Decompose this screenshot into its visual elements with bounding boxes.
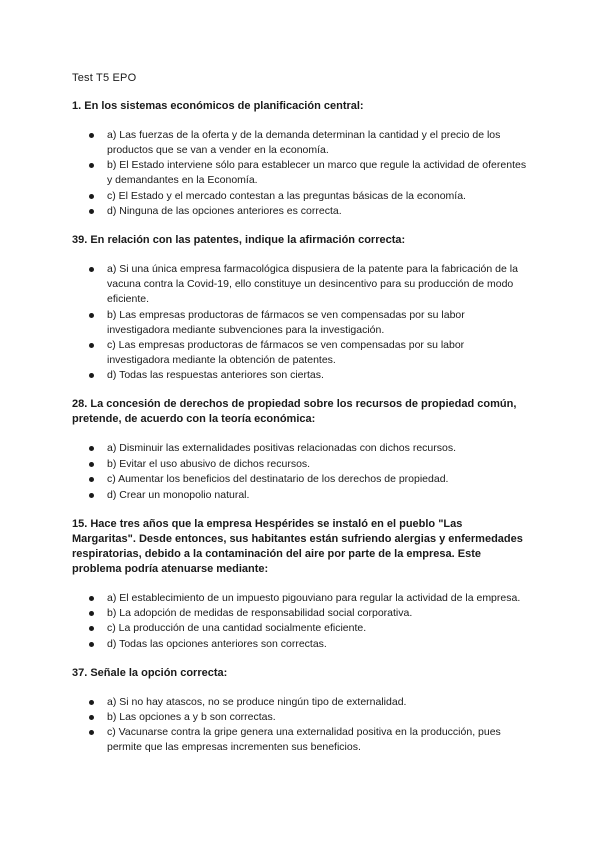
option-item <box>72 606 528 621</box>
option-item <box>72 308 528 338</box>
option-text: a) El establecimiento de un impuesto pigouviano para regular la actividad de la empresa. <box>107 591 521 604</box>
bullet-icon <box>89 493 94 498</box>
option-text: c) Aumentar los beneficios del destinatario de los derechos de propiedad. <box>107 473 449 486</box>
option-text: a) Si una única empresa farmacológica dispusiera de la patente para la fabricación de la vacuna contra la Covid-19, ello constituye un desincentivo para su producción de modo eficiente. <box>107 263 518 306</box>
question-1 <box>72 99 528 219</box>
option-item <box>72 621 528 636</box>
bullet-icon <box>89 626 94 631</box>
question-28 <box>72 397 528 502</box>
option-item <box>72 637 528 652</box>
option-text: c) El Estado y el mercado contestan a las preguntas básicas de la economía. <box>107 189 466 202</box>
option-item <box>72 262 528 307</box>
option-item <box>72 695 528 710</box>
bullet-icon <box>89 163 94 168</box>
option-list <box>72 441 528 502</box>
bullet-icon <box>89 715 94 720</box>
bullet-icon <box>89 462 94 467</box>
option-list <box>72 128 528 219</box>
option-item <box>72 591 528 606</box>
option-item <box>72 338 528 368</box>
option-list <box>72 262 528 383</box>
document-title: Test T5 EPO <box>72 72 137 84</box>
option-text: b) Las opciones a y b son correctas. <box>107 711 276 724</box>
bullet-icon <box>89 313 94 318</box>
bullet-icon <box>89 267 94 272</box>
question-title: 15. Hace tres años que la empresa Hespérides se instaló en el pueblo "Las Margaritas". Desde entonces, sus habitantes están sufriendo alergias y enfermedades respiratorias, debido a la contaminación del aire por parte de la empresa. Este problema podría atenuarse mediante: <box>72 517 523 575</box>
option-text: c) Vacunarse contra la gripe genera una externalidad positiva en la producción, pues permite que las empresas incrementen sus beneficios. <box>107 726 501 754</box>
option-item <box>72 368 528 383</box>
option-text: d) Crear un monopolio natural. <box>107 488 250 501</box>
bullet-icon <box>89 133 94 138</box>
question-37 <box>72 666 528 756</box>
bullet-icon <box>89 477 94 482</box>
option-text: b) Las empresas productoras de fármacos se ven compensadas por su labor investigadora mediante subvenciones para la investigación. <box>107 308 465 336</box>
option-item <box>72 472 528 487</box>
bullet-icon <box>89 642 94 647</box>
option-text: a) Si no hay atascos, no se produce ningún tipo de externalidad. <box>107 695 407 708</box>
option-item <box>72 128 528 158</box>
option-text: b) El Estado interviene sólo para establecer un marco que regule la actividad de oferentes y demandantes en la Economía. <box>107 159 527 187</box>
option-text: d) Todas las opciones anteriores son correctas. <box>107 637 327 650</box>
option-text: d) Ninguna de las opciones anteriores es correcta. <box>107 205 342 218</box>
question-39 <box>72 233 528 383</box>
bullet-icon <box>89 373 94 378</box>
option-item <box>72 441 528 456</box>
option-list <box>72 695 528 756</box>
option-list <box>72 591 528 652</box>
option-text: a) Las fuerzas de la oferta y de la demanda determinan la cantidad y el precio de los productos que se van a vender en la economía. <box>107 129 501 156</box>
question-15 <box>72 517 528 652</box>
option-text: a) Disminuir las externalidades positivas relacionadas con dichos recursos. <box>107 442 456 455</box>
option-item <box>72 204 528 219</box>
bullet-icon <box>89 700 94 705</box>
question-title: 1. En los sistemas económicos de planificación central: <box>72 100 364 112</box>
bullet-icon <box>89 209 94 214</box>
option-text: d) Todas las respuestas anteriores son ciertas. <box>107 369 324 382</box>
option-item <box>72 457 528 472</box>
bullet-icon <box>89 194 94 199</box>
option-item <box>72 158 528 188</box>
bullet-icon <box>89 596 94 601</box>
option-item <box>72 488 528 503</box>
bullet-icon <box>89 343 94 348</box>
question-title: 39. En relación con las patentes, indique la afirmación correcta: <box>72 234 406 247</box>
option-item <box>72 189 528 204</box>
question-title: 28. La concesión de derechos de propiedad sobre los recursos de propiedad común, pretende, de acuerdo con la teoría económica: <box>72 398 517 426</box>
bullet-icon <box>89 446 94 451</box>
question-title: 37. Señale la opción correcta: <box>72 666 228 679</box>
option-text: b) La adopción de medidas de responsabilidad social corporativa. <box>107 606 413 619</box>
bullet-icon <box>89 611 94 616</box>
option-item <box>72 725 528 755</box>
option-text: c) La producción de una cantidad socialmente eficiente. <box>107 622 367 635</box>
option-text: c) Las empresas productoras de fármacos se ven compensadas por su labor investigadora mediante la obtención de patentes. <box>107 338 465 366</box>
bullet-icon <box>89 730 94 735</box>
option-text: b) Evitar el uso abusivo de dichos recursos. <box>107 457 311 470</box>
option-item <box>72 710 528 725</box>
